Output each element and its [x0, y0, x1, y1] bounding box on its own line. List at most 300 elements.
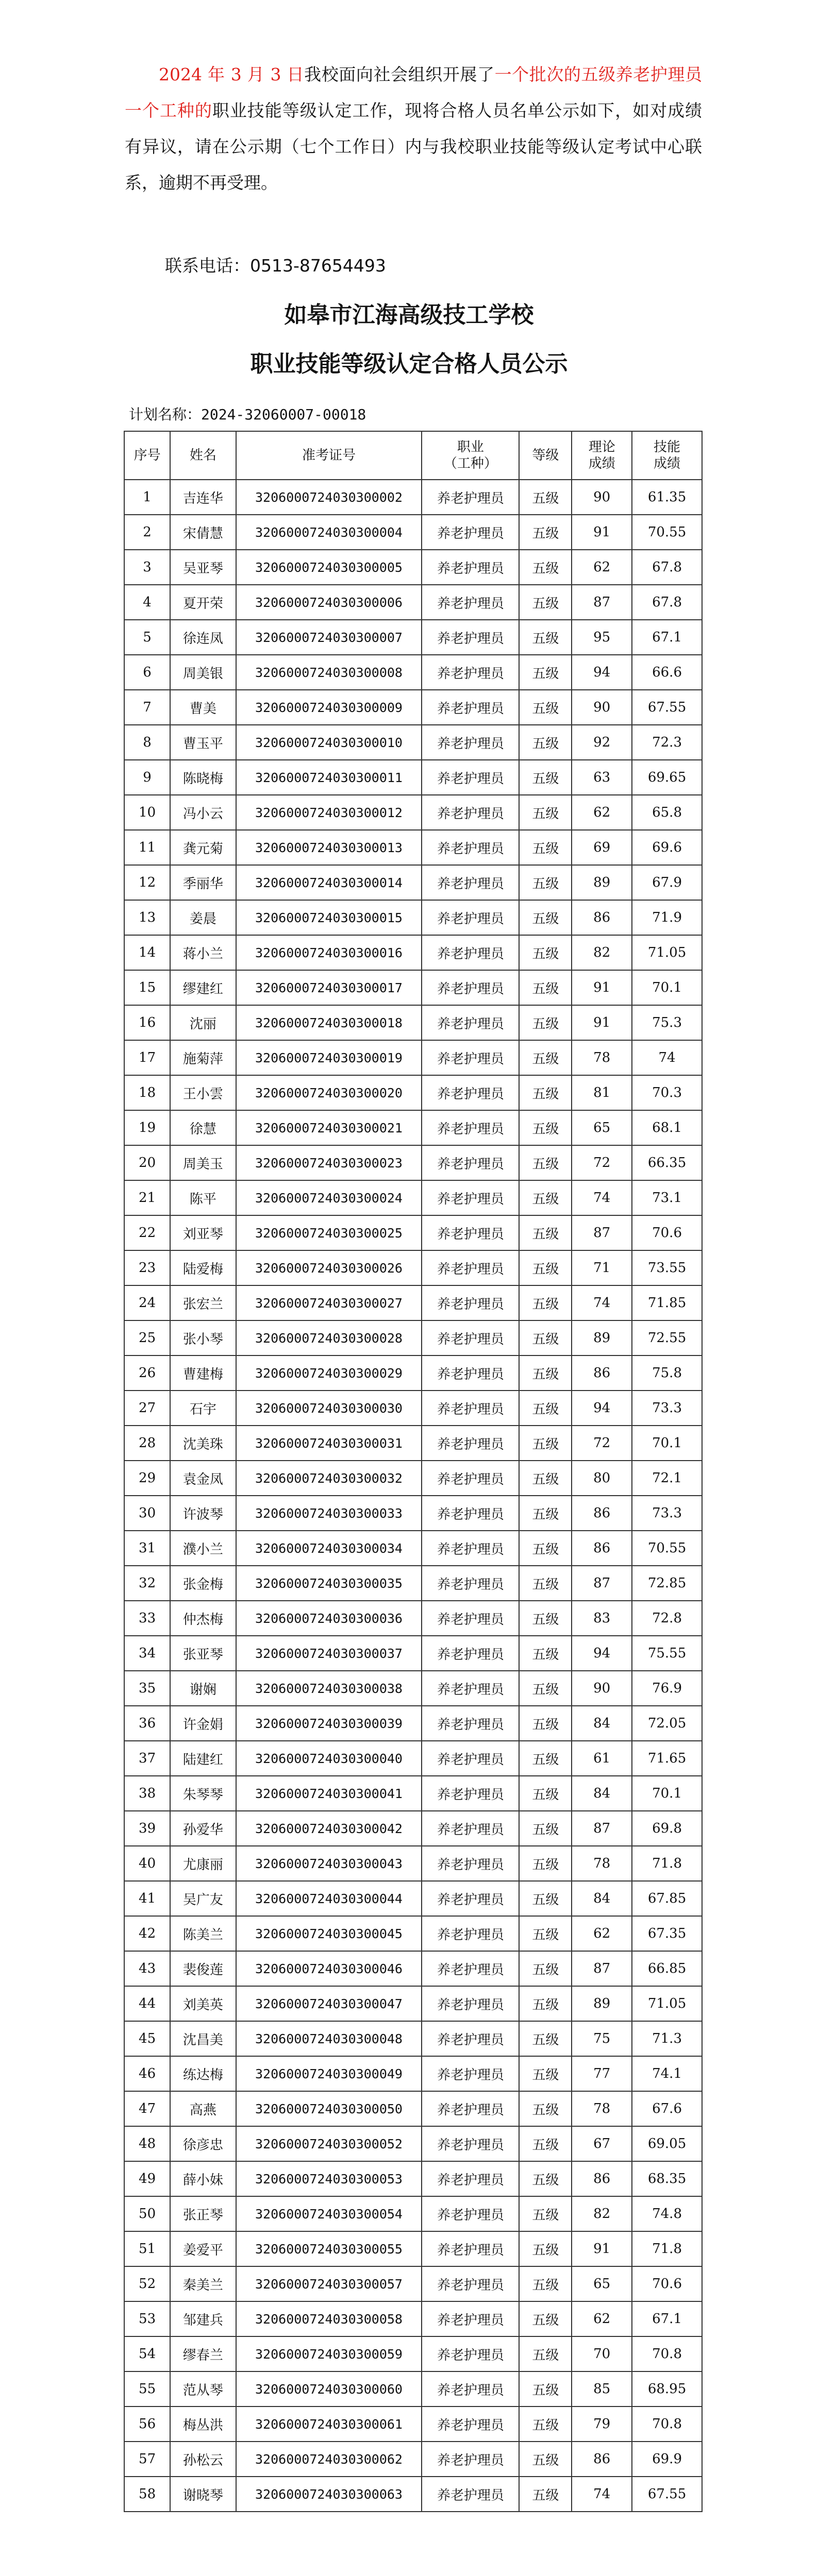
cell-name: 朱琴琴: [170, 1776, 236, 1811]
cell-name: 曹建梅: [170, 1355, 236, 1391]
cell-name: 蒋小兰: [170, 935, 236, 970]
cell-job: 养老护理员: [422, 2477, 519, 2512]
cell-level: 五级: [519, 2196, 572, 2231]
cell-job: 养老护理员: [422, 1881, 519, 1916]
cell-name: 陈晓梅: [170, 760, 236, 795]
cell-theory-score: 74: [572, 1180, 632, 1215]
cell-theory-score: 86: [572, 900, 632, 935]
table-row: [124, 2406, 702, 2442]
cell-theory-score: 74: [572, 2477, 632, 2512]
cell-level: 五级: [519, 2091, 572, 2126]
cell-level: 五级: [519, 550, 572, 585]
cell-name: 张宏兰: [170, 1285, 236, 1320]
cell-level: 五级: [519, 1671, 572, 1706]
cell-no: 50: [124, 2196, 170, 2231]
cell-theory-score: 72: [572, 1426, 632, 1461]
cell-exam-no: 3206000724030300026: [236, 1250, 422, 1285]
cell-job: 养老护理员: [422, 585, 519, 620]
cell-job: 养老护理员: [422, 1706, 519, 1741]
table-row: [124, 1040, 702, 1075]
cell-no: 29: [124, 1461, 170, 1496]
cell-exam-no: 3206000724030300057: [236, 2266, 422, 2301]
cell-theory-score: 62: [572, 1916, 632, 1951]
cell-job: 养老护理员: [422, 1250, 519, 1285]
cell-theory-score: 77: [572, 2056, 632, 2091]
cell-exam-no: 3206000724030300021: [236, 1110, 422, 1145]
school-title: 如皋市江海高级技工学校: [284, 302, 534, 328]
cell-skill-score: 71.65: [632, 1741, 702, 1776]
cell-theory-score: 87: [572, 1566, 632, 1601]
cell-no: 57: [124, 2442, 170, 2477]
cell-exam-no: 3206000724030300055: [236, 2231, 422, 2266]
cell-name: 谢娴: [170, 1671, 236, 1706]
cell-name: 曹玉平: [170, 725, 236, 760]
cell-exam-no: 3206000724030300020: [236, 1075, 422, 1110]
cell-theory-score: 87: [572, 1215, 632, 1250]
header-theory-line1: 理论: [588, 439, 615, 455]
cell-skill-score: 70.55: [632, 515, 702, 550]
cell-name: 周美银: [170, 655, 236, 690]
cell-no: 56: [124, 2406, 170, 2442]
cell-level: 五级: [519, 2477, 572, 2512]
cell-skill-score: 70.6: [632, 2266, 702, 2301]
cell-level: 五级: [519, 690, 572, 725]
cell-skill-score: 72.3: [632, 725, 702, 760]
cell-theory-score: 71: [572, 1250, 632, 1285]
cell-skill-score: 70.3: [632, 1075, 702, 1110]
cell-no: 52: [124, 2266, 170, 2301]
cell-skill-score: 74: [632, 1040, 702, 1075]
cell-no: 41: [124, 1881, 170, 1916]
cell-skill-score: 71.85: [632, 1285, 702, 1320]
cell-skill-score: 73.55: [632, 1250, 702, 1285]
cell-level: 五级: [519, 865, 572, 900]
cell-job: 养老护理员: [422, 1636, 519, 1671]
cell-level: 五级: [519, 1075, 572, 1110]
cell-name: 范从琴: [170, 2371, 236, 2406]
cell-exam-no: 3206000724030300023: [236, 1145, 422, 1180]
cell-theory-score: 86: [572, 1496, 632, 1531]
cell-skill-score: 71.05: [632, 935, 702, 970]
cell-job: 养老护理员: [422, 1320, 519, 1355]
cell-level: 五级: [519, 830, 572, 865]
cell-job: 养老护理员: [422, 515, 519, 550]
cell-name: 袁金凤: [170, 1461, 236, 1496]
cell-no: 54: [124, 2336, 170, 2371]
cell-name: 吴亚琴: [170, 550, 236, 585]
qualified-personnel-table: [124, 431, 703, 2512]
cell-level: 五级: [519, 970, 572, 1005]
cell-name: 许波琴: [170, 1496, 236, 1531]
table-row: [124, 1250, 702, 1285]
cell-name: 张金梅: [170, 1566, 236, 1601]
cell-job: 养老护理员: [422, 760, 519, 795]
cell-job: 养老护理员: [422, 1075, 519, 1110]
cell-job: 养老护理员: [422, 1741, 519, 1776]
cell-name: 姜晨: [170, 900, 236, 935]
cell-name: 吉连华: [170, 480, 236, 515]
cell-name: 陈平: [170, 1180, 236, 1215]
header-level: 等级: [519, 431, 572, 480]
notice-text-2: 职业技能等级认定工作，现将合格人员名单公示如下，如对成绩有异议，请在公示期（七个工作日）内与我校职业技能等级认定考试中心联系，逾期不再受理。: [125, 100, 702, 193]
cell-skill-score: 70.8: [632, 2406, 702, 2442]
table-row: [124, 1320, 702, 1355]
cell-skill-score: 61.35: [632, 480, 702, 515]
table-row: [124, 1180, 702, 1215]
cell-job: 养老护理员: [422, 1180, 519, 1215]
cell-theory-score: 89: [572, 1986, 632, 2021]
cell-name: 陆爱梅: [170, 1250, 236, 1285]
cell-job: 养老护理员: [422, 2021, 519, 2056]
cell-skill-score: 67.1: [632, 2301, 702, 2336]
cell-theory-score: 94: [572, 655, 632, 690]
cell-exam-no: 3206000724030300018: [236, 1005, 422, 1040]
cell-exam-no: 3206000724030300005: [236, 550, 422, 585]
cell-skill-score: 72.55: [632, 1320, 702, 1355]
table-row: [124, 970, 702, 1005]
table-row: [124, 1986, 702, 2021]
cell-name: 沈昌美: [170, 2021, 236, 2056]
cell-level: 五级: [519, 1811, 572, 1846]
cell-theory-score: 86: [572, 2442, 632, 2477]
header-no: 序号: [124, 431, 170, 480]
plan-name: 计划名称：2024-32060007-00018: [129, 406, 366, 423]
cell-theory-score: 74: [572, 1285, 632, 1320]
cell-skill-score: 69.8: [632, 1811, 702, 1846]
cell-no: 5: [124, 620, 170, 655]
cell-skill-score: 74.8: [632, 2196, 702, 2231]
cell-no: 17: [124, 1040, 170, 1075]
cell-exam-no: 3206000724030300016: [236, 935, 422, 970]
cell-name: 许金娟: [170, 1706, 236, 1741]
cell-skill-score: 67.6: [632, 2091, 702, 2126]
cell-theory-score: 75: [572, 2021, 632, 2056]
cell-level: 五级: [519, 900, 572, 935]
cell-theory-score: 83: [572, 1601, 632, 1636]
cell-theory-score: 81: [572, 1075, 632, 1110]
cell-job: 养老护理员: [422, 900, 519, 935]
cell-skill-score: 72.8: [632, 1601, 702, 1636]
table-row: [124, 1496, 702, 1531]
cell-no: 36: [124, 1706, 170, 1741]
cell-exam-no: 3206000724030300039: [236, 1706, 422, 1741]
table-row: [124, 830, 702, 865]
cell-skill-score: 66.85: [632, 1951, 702, 1986]
header-job: [422, 431, 519, 480]
table-row: [124, 1951, 702, 1986]
table-row: [124, 1706, 702, 1741]
cell-exam-no: 3206000724030300063: [236, 2477, 422, 2512]
cell-name: 陆建红: [170, 1741, 236, 1776]
cell-name: 仲杰梅: [170, 1601, 236, 1636]
cell-theory-score: 87: [572, 585, 632, 620]
cell-exam-no: 3206000724030300002: [236, 480, 422, 515]
table-row: [124, 2056, 702, 2091]
cell-theory-score: 78: [572, 1040, 632, 1075]
cell-no: 13: [124, 900, 170, 935]
cell-job: 养老护理员: [422, 620, 519, 655]
cell-exam-no: 3206000724030300040: [236, 1741, 422, 1776]
cell-job: 养老护理员: [422, 725, 519, 760]
cell-no: 47: [124, 2091, 170, 2126]
cell-exam-no: 3206000724030300014: [236, 865, 422, 900]
cell-theory-score: 62: [572, 2301, 632, 2336]
cell-no: 38: [124, 1776, 170, 1811]
cell-job: 养老护理员: [422, 2442, 519, 2477]
cell-job: 养老护理员: [422, 1145, 519, 1180]
cell-skill-score: 67.9: [632, 865, 702, 900]
cell-exam-no: 3206000724030300027: [236, 1285, 422, 1320]
table-row: [124, 550, 702, 585]
cell-skill-score: 70.6: [632, 1215, 702, 1250]
cell-name: 谢晓琴: [170, 2477, 236, 2512]
cell-theory-score: 94: [572, 1391, 632, 1426]
cell-skill-score: 71.3: [632, 2021, 702, 2056]
table-row: [124, 2477, 702, 2512]
cell-name: 姜爱平: [170, 2231, 236, 2266]
cell-skill-score: 75.3: [632, 1005, 702, 1040]
cell-job: 养老护理员: [422, 550, 519, 585]
cell-name: 缪春兰: [170, 2336, 236, 2371]
cell-exam-no: 3206000724030300061: [236, 2406, 422, 2442]
cell-skill-score: 69.65: [632, 760, 702, 795]
cell-name: 沈美珠: [170, 1426, 236, 1461]
table-row: [124, 1426, 702, 1461]
cell-theory-score: 90: [572, 1671, 632, 1706]
cell-theory-score: 80: [572, 1461, 632, 1496]
cell-job: 养老护理员: [422, 970, 519, 1005]
cell-level: 五级: [519, 655, 572, 690]
cell-level: 五级: [519, 2371, 572, 2406]
table-row: [124, 2196, 702, 2231]
cell-name: 张亚琴: [170, 1636, 236, 1671]
cell-job: 养老护理员: [422, 2196, 519, 2231]
cell-job: 养老护理员: [422, 1916, 519, 1951]
cell-job: 养老护理员: [422, 1110, 519, 1145]
cell-exam-no: 3206000724030300041: [236, 1776, 422, 1811]
cell-theory-score: 79: [572, 2406, 632, 2442]
cell-skill-score: 67.55: [632, 690, 702, 725]
table-row: [124, 655, 702, 690]
cell-job: 养老护理员: [422, 1951, 519, 1986]
table-row: [124, 1005, 702, 1040]
cell-level: 五级: [519, 1426, 572, 1461]
table-row: [124, 480, 702, 515]
cell-no: 45: [124, 2021, 170, 2056]
table-row: [124, 1391, 702, 1426]
table-row: [124, 1355, 702, 1391]
cell-name: 尤康丽: [170, 1846, 236, 1881]
cell-no: 32: [124, 1566, 170, 1601]
cell-theory-score: 84: [572, 1881, 632, 1916]
table-row: [124, 900, 702, 935]
table-row: [124, 690, 702, 725]
cell-skill-score: 68.1: [632, 1110, 702, 1145]
table-row: [124, 1566, 702, 1601]
cell-job: 养老护理员: [422, 1355, 519, 1391]
cell-level: 五级: [519, 1986, 572, 2021]
cell-level: 五级: [519, 1461, 572, 1496]
cell-level: 五级: [519, 1741, 572, 1776]
cell-job: 养老护理员: [422, 2266, 519, 2301]
table-row: [124, 1461, 702, 1496]
cell-exam-no: 3206000724030300011: [236, 760, 422, 795]
table-row: [124, 1846, 702, 1881]
cell-theory-score: 86: [572, 2161, 632, 2196]
cell-level: 五级: [519, 2231, 572, 2266]
cell-name: 沈丽: [170, 1005, 236, 1040]
cell-exam-no: 3206000724030300036: [236, 1601, 422, 1636]
cell-skill-score: 71.05: [632, 1986, 702, 2021]
cell-level: 五级: [519, 1391, 572, 1426]
cell-skill-score: 73.3: [632, 1496, 702, 1531]
cell-name: 刘美英: [170, 1986, 236, 2021]
cell-skill-score: 67.8: [632, 585, 702, 620]
cell-skill-score: 67.85: [632, 1881, 702, 1916]
cell-job: 养老护理员: [422, 1601, 519, 1636]
cell-exam-no: 3206000724030300042: [236, 1811, 422, 1846]
cell-name: 曹美: [170, 690, 236, 725]
cell-level: 五级: [519, 2442, 572, 2477]
cell-level: 五级: [519, 725, 572, 760]
cell-job: 养老护理员: [422, 1566, 519, 1601]
cell-skill-score: 73.1: [632, 1180, 702, 1215]
cell-exam-no: 3206000724030300009: [236, 690, 422, 725]
cell-job: 养老护理员: [422, 1461, 519, 1496]
cell-skill-score: 66.35: [632, 1145, 702, 1180]
cell-level: 五级: [519, 1566, 572, 1601]
cell-exam-no: 3206000724030300049: [236, 2056, 422, 2091]
cell-level: 五级: [519, 1145, 572, 1180]
cell-exam-no: 3206000724030300015: [236, 900, 422, 935]
cell-no: 12: [124, 865, 170, 900]
cell-job: 养老护理员: [422, 690, 519, 725]
cell-no: 30: [124, 1496, 170, 1531]
cell-theory-score: 78: [572, 2091, 632, 2126]
cell-skill-score: 72.05: [632, 1706, 702, 1741]
header-theory: [572, 431, 632, 480]
cell-exam-no: 3206000724030300058: [236, 2301, 422, 2336]
cell-no: 25: [124, 1320, 170, 1355]
cell-theory-score: 87: [572, 1951, 632, 1986]
cell-exam-no: 3206000724030300043: [236, 1846, 422, 1881]
cell-no: 51: [124, 2231, 170, 2266]
cell-exam-no: 3206000724030300007: [236, 620, 422, 655]
cell-name: 濮小兰: [170, 1531, 236, 1566]
cell-no: 23: [124, 1250, 170, 1285]
cell-level: 五级: [519, 515, 572, 550]
cell-name: 吴广友: [170, 1881, 236, 1916]
cell-name: 薛小妹: [170, 2161, 236, 2196]
table-row: [124, 620, 702, 655]
cell-no: 39: [124, 1811, 170, 1846]
cell-level: 五级: [519, 1110, 572, 1145]
cell-level: 五级: [519, 1776, 572, 1811]
cell-no: 34: [124, 1636, 170, 1671]
cell-theory-score: 92: [572, 725, 632, 760]
cell-skill-score: 71.9: [632, 900, 702, 935]
cell-level: 五级: [519, 2301, 572, 2336]
cell-theory-score: 91: [572, 970, 632, 1005]
cell-no: 6: [124, 655, 170, 690]
cell-job: 养老护理员: [422, 480, 519, 515]
cell-theory-score: 65: [572, 2266, 632, 2301]
cell-job: 养老护理员: [422, 2406, 519, 2442]
cell-name: 缪建红: [170, 970, 236, 1005]
cell-job: 养老护理员: [422, 1496, 519, 1531]
header-skill-line1: 技能: [654, 439, 681, 455]
cell-job: 养老护理员: [422, 830, 519, 865]
cell-no: 11: [124, 830, 170, 865]
cell-level: 五级: [519, 1320, 572, 1355]
cell-theory-score: 82: [572, 935, 632, 970]
cell-theory-score: 72: [572, 1145, 632, 1180]
cell-skill-score: 70.55: [632, 1531, 702, 1566]
cell-job: 养老护理员: [422, 2091, 519, 2126]
cell-skill-score: 70.1: [632, 1776, 702, 1811]
header-theory-line2: 成绩: [588, 456, 615, 471]
table-row: [124, 2091, 702, 2126]
table-row: [124, 1145, 702, 1180]
cell-no: 20: [124, 1145, 170, 1180]
cell-exam-no: 3206000724030300004: [236, 515, 422, 550]
cell-job: 养老护理员: [422, 1040, 519, 1075]
cell-exam-no: 3206000724030300019: [236, 1040, 422, 1075]
cell-exam-no: 3206000724030300028: [236, 1320, 422, 1355]
cell-no: 40: [124, 1846, 170, 1881]
table-row: [124, 935, 702, 970]
cell-theory-score: 67: [572, 2126, 632, 2161]
cell-no: 21: [124, 1180, 170, 1215]
cell-name: 龚元菊: [170, 830, 236, 865]
cell-name: 徐慧: [170, 1110, 236, 1145]
table-row: [124, 1776, 702, 1811]
cell-level: 五级: [519, 1355, 572, 1391]
cell-job: 养老护理员: [422, 1531, 519, 1566]
cell-name: 宋倩慧: [170, 515, 236, 550]
cell-no: 27: [124, 1391, 170, 1426]
table-row: [124, 515, 702, 550]
table-row: [124, 2231, 702, 2266]
cell-skill-score: 67.8: [632, 550, 702, 585]
cell-job: 养老护理员: [422, 2371, 519, 2406]
cell-level: 五级: [519, 1846, 572, 1881]
table-row: [124, 2266, 702, 2301]
cell-no: 35: [124, 1671, 170, 1706]
cell-level: 五级: [519, 620, 572, 655]
cell-theory-score: 89: [572, 1320, 632, 1355]
cell-skill-score: 70.8: [632, 2336, 702, 2371]
cell-exam-no: 3206000724030300050: [236, 2091, 422, 2126]
header-job-line1: 职业: [457, 439, 484, 455]
notice-paragraph: [125, 57, 702, 201]
cell-no: 26: [124, 1355, 170, 1391]
cell-name: 徐连凤: [170, 620, 236, 655]
table-row: [124, 725, 702, 760]
cell-exam-no: 3206000724030300030: [236, 1391, 422, 1426]
cell-name: 秦美兰: [170, 2266, 236, 2301]
cell-exam-no: 3206000724030300044: [236, 1881, 422, 1916]
table-row: [124, 2301, 702, 2336]
cell-skill-score: 75.55: [632, 1636, 702, 1671]
cell-level: 五级: [519, 760, 572, 795]
cell-no: 14: [124, 935, 170, 970]
list-title: 职业技能等级认定合格人员公示: [250, 351, 568, 377]
cell-skill-score: 65.8: [632, 795, 702, 830]
cell-no: 24: [124, 1285, 170, 1320]
table-row: [124, 585, 702, 620]
table-row: [124, 1110, 702, 1145]
